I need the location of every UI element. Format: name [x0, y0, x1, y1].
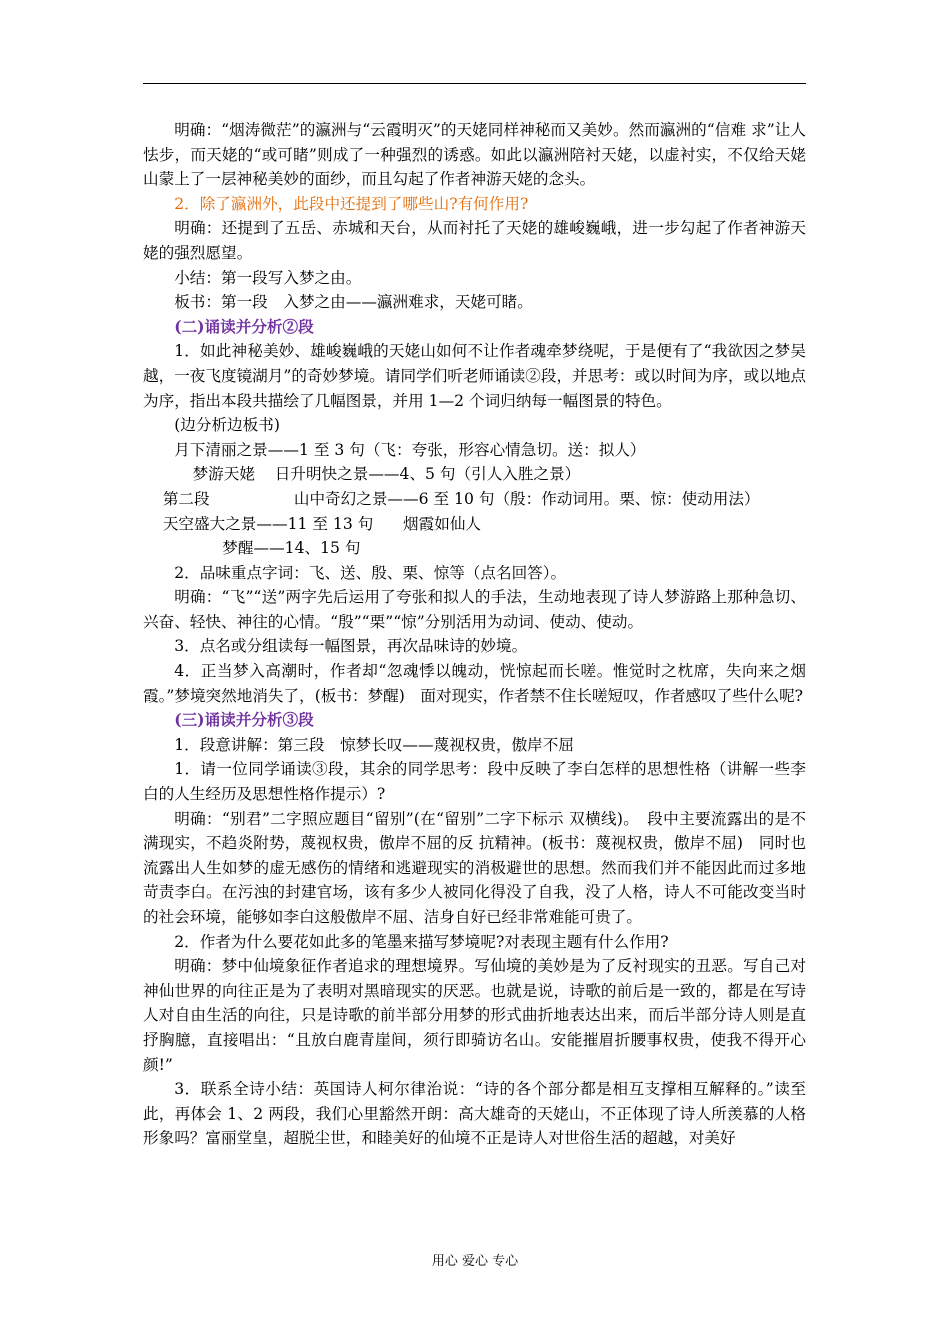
- paragraph: 明确：“烟涛微茫”的瀛洲与“云霞明灭”的天姥同样神秘而又美妙。然而瀛洲的“信难 求”让人怯步，而天姥的“或可睹”则成了一种强烈的诱惑。如此以瀛洲陪衬天姥，以虚衬实，不仅给天姥山蒙上了一层神秘美妙的面纱，而且勾起了作者神游天姥的念头。: [143, 121, 806, 189]
- paragraph: 明确：梦中仙境象征作者追求的理想境界。写仙境的美妙是为了反衬现实的丑恶。写自己对神仙世界的向往正是为了表明对黑暗现实的厌恶。也就是说，诗歌的前后是一致的，都是在写诗人对自由生活的向往，只是诗歌的前半部分用梦的形式曲折地表达出来，而后半部分诗人则是直抒胸臆，直接唱出：“且放白鹿青崖间，须行即骑访名山。安能摧眉折腰事权贵，使我不得开心颜!”: [143, 957, 806, 1074]
- paragraph: 天空盛大之景——11 至 13 句 烟霞如仙人: [143, 514, 482, 533]
- paragraph: 板书：第一段 入梦之由——瀛洲难求，天姥可睹。: [174, 293, 533, 312]
- page-footer: 用心 爱心 专心: [431, 1254, 519, 1269]
- paragraph: (边分析边板书): [174, 416, 280, 435]
- document-body: [143, 118, 806, 1151]
- paragraph: 明确：还提到了五岳、赤城和天台，从而衬托了天姥的雄峻巍峨，进一步勾起了作者神游天姥的强烈愿望。: [143, 219, 806, 262]
- paragraph: 第二段 山中奇幻之景——6 至 10 句（殷：作动词用。栗、惊：使动用法）: [143, 489, 760, 508]
- paragraph: 1．段意讲解：第三段 惊梦长叹——蔑视权贵，傲岸不屈: [174, 735, 574, 754]
- paragraph: 1．如此神秘美妙、雄峻巍峨的天姥山如何不让作者魂牵梦绕呢，于是便有了“我欲因之梦吴越，一夜飞度镜湖月”的奇妙梦境。请同学们听老师诵读②段，并思考：或以时间为序，或以地点为序，指出本段共描绘了几幅图景，并用 1—2 个词归纳每一幅图景的特色。: [143, 342, 806, 410]
- paragraph: (二)诵读并分析②段: [174, 316, 314, 336]
- paragraph: (三)诵读并分析③段: [174, 710, 314, 730]
- paragraph: 梦游天姥 日升明快之景——4、5 句（引人入胜之景）: [143, 465, 581, 484]
- paragraph: 4．正当梦入高潮时，作者却“忽魂悸以魄动，恍惊起而长嗟。惟觉时之枕席，失向来之烟霞。”梦境突然地消失了，(板书：梦醒) 面对现实，作者禁不住长嗟短叹，作者感叹了些什么呢?: [143, 662, 806, 705]
- paragraph: 2．除了瀛洲外，此段中还提到了哪些山?有何作用?: [174, 194, 529, 213]
- paragraph: 月下清丽之景——1 至 3 句（飞：夸张，形容心情急切。送：拟人）: [174, 440, 646, 459]
- paragraph: 3．联系全诗小结：英国诗人柯尔律治说：“诗的各个部分都是相互支撑相互解释的。”读至此，再体会 1、2 两段，我们心里豁然开朗：高大雄奇的天姥山，不正体现了诗人所羡慕的人格形象吗？富丽堂皇，超脱尘世，和睦美好的仙境不正是诗人对世俗生活的超越，对美好: [143, 1080, 806, 1148]
- paragraph: 2．品味重点字词：飞、送、殷、栗、惊等（点名回答）。: [174, 563, 567, 582]
- paragraph: 小结：第一段写入梦之由。: [174, 268, 362, 287]
- paragraph: 明确：“飞”“送”两字先后运用了夸张和拟人的手法，生动地表现了诗人梦游路上那种急切、兴奋、轻快、神往的心情。“殷”“栗”“惊”分别活用为动词、使动、使动。: [143, 588, 806, 631]
- paragraph: 3．点名或分组读每一幅图景，再次品味诗的妙境。: [174, 637, 528, 656]
- paragraph: 明确：“别君”二字照应题目“留别”(在“留别”二字下标示 双横线)。 段中主要流露出的是不满现实，不趋炎附势，蔑视权贵，傲岸不屈的反 抗精神。(板书：蔑视权贵，傲岸不屈) 同时也流露出人生如梦的虚无感伤的情绪和逃避现实的消极避世的思想。然而我们并不能因此而过多地苛责李白。在污浊的封建官场，该有多少人被同化得没了自我，没了人格，诗人不可能改变当时的社会环境，能够如李白这般傲岸不屈、洁身自好已经非常难能可贵了。: [143, 809, 806, 926]
- paragraph: 2．作者为什么要花如此多的笔墨来描写梦境呢?对表现主题有什么作用?: [174, 932, 669, 951]
- paragraph: 梦醒——14、15 句: [143, 539, 361, 558]
- paragraph: 1．请一位同学诵读③段，其余的同学思考：段中反映了李白怎样的思想性格（讲解一些李白的人生经历及思想性格作提示）?: [143, 760, 806, 804]
- header-rule: [143, 83, 806, 84]
